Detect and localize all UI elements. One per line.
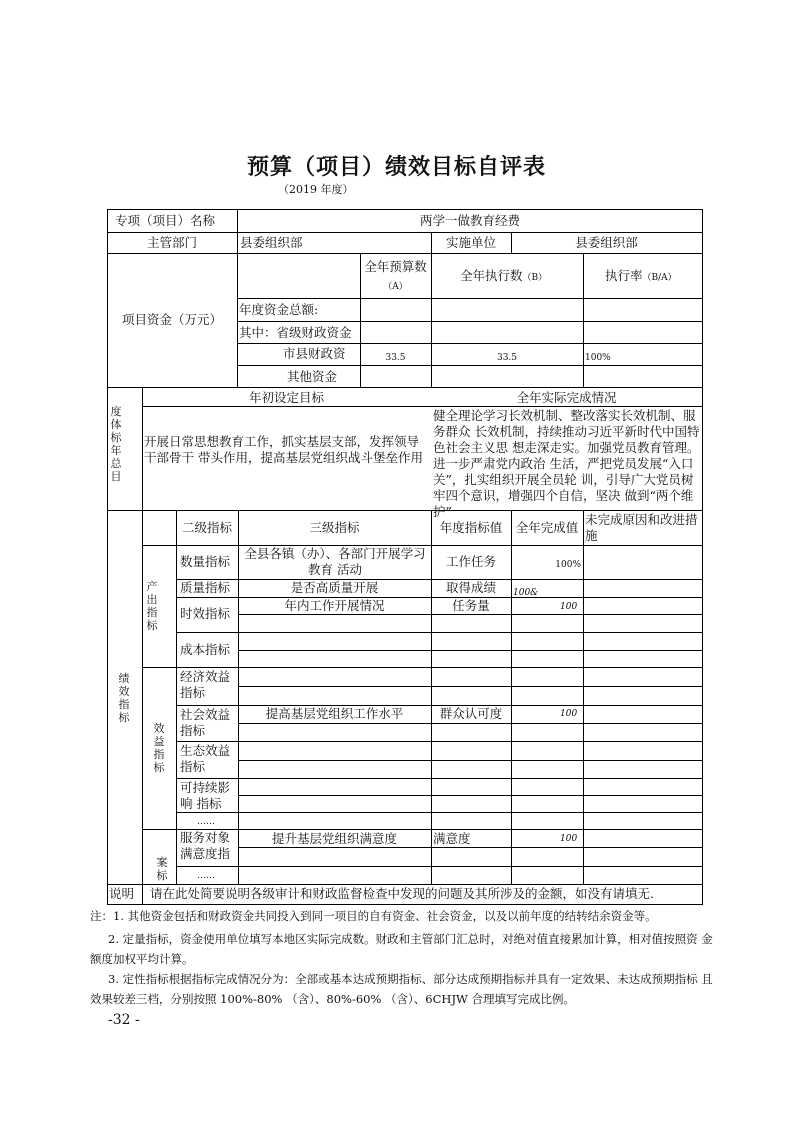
time-label: 时效指标 xyxy=(180,606,231,621)
h-level2: 二级指标 xyxy=(181,520,232,535)
qty-target: 工作任务 xyxy=(445,554,496,569)
remark-label: 说明 xyxy=(109,886,135,901)
row-total: 年度资金总额: xyxy=(239,302,319,317)
col-exec: 全年执行数（B） xyxy=(460,268,548,283)
note-2: 2. 定量指标，资金使用单位填写本地区实际完成数。财政和主管部门汇总时，对绝对值直接累加计算，相对值按照资 金额度加权平均计算。 xyxy=(90,932,713,966)
note-3: 3. 定性指标根据指标完成情况分为：全部或基本达成预期指标、部分达成预期指标并具有一定效果、未达成预期指标 且效果较差三档，分别按照 100%-80% （含）、80%-60% （含）、6CHJW 合理填写完成比例。 xyxy=(90,972,713,1006)
social-target: 群众认可度 xyxy=(439,706,503,721)
sat-label: 案标 xyxy=(156,856,168,882)
quality-l3: 是否高质量开展 xyxy=(290,580,379,595)
benefit-label: 效益指标 xyxy=(153,722,165,774)
goal-side-label: 度体标 年总目 xyxy=(110,405,122,483)
goal-actual-text: 健全理论学习长效机制、整改落实长效机制、服务群众 长效机制，持续推动习近平新时代中国特色社会主义思 想走深走实。加强党员教育管理。进一步严肃党内政治 生活，严把党员发展“入口关”，扎实组织开展全员轮 训，引导广大党员树牢四个意识，增强四个自信，坚决 做到“两个维护” xyxy=(433,408,700,519)
service-target: 满意度 xyxy=(433,831,471,846)
col-budget-sub: （A） xyxy=(383,282,408,292)
city-rate: 100% xyxy=(585,353,611,363)
dots-row: …… xyxy=(197,817,215,827)
quality-done: 100& xyxy=(513,588,539,598)
year-label: （2019 年度） xyxy=(278,183,354,196)
quality-label: 质量指标 xyxy=(180,580,231,595)
goal-initial-header: 年初设定目标 xyxy=(248,390,324,405)
h-reason: 未完成原因和改进措施 xyxy=(585,512,698,543)
cost-label: 成本指标 xyxy=(180,642,231,657)
qty-l3: 全县各镇（办）、各部门开展学习教育 活动 xyxy=(244,546,426,577)
social-l3: 提高基层党组织工作水平 xyxy=(265,706,404,721)
project-label: 专项（项目）名称 xyxy=(115,213,216,228)
city-budget: 33.5 xyxy=(385,353,406,363)
quality-target: 取得成绩 xyxy=(445,580,496,595)
service-label: 服务对象满意度指 xyxy=(180,830,231,861)
qty-label: 数量指标 xyxy=(180,554,231,569)
sustain-label: 可持续影响 指标 xyxy=(180,780,231,811)
project-name: 两学一做教育经费 xyxy=(419,213,520,228)
service-l3: 提升基层党组织满意度 xyxy=(271,831,397,846)
page-number: -32 - xyxy=(108,1012,140,1028)
output-label: 产出指标 xyxy=(146,580,158,632)
eco-label: 生态效益指标 xyxy=(180,743,231,774)
dept-value: 县委组织部 xyxy=(240,235,303,250)
social-label: 社会效益指标 xyxy=(180,707,231,738)
dept-label: 主管部门 xyxy=(146,235,197,250)
time-target: 任务量 xyxy=(452,598,490,613)
row-other: 其他资金 xyxy=(287,369,338,384)
h-done: 全年完成值 xyxy=(515,520,579,535)
econ-label: 经济效益指标 xyxy=(180,669,231,700)
funds-label: 项目资金（万元） xyxy=(121,312,222,327)
time-l3: 年内工作开展情况 xyxy=(284,598,385,613)
time-done: 100 xyxy=(560,602,578,612)
col-budget: 全年预算数 xyxy=(364,259,427,274)
h-level3: 三级指标 xyxy=(309,520,360,535)
impl-label: 实施单位 xyxy=(445,235,496,250)
goal-initial-text: 开展日常思想教育工作，抓实基层支部，发挥领导干部骨干 带头作用，提高基层党组织战斗堡垒作用 xyxy=(144,434,423,465)
page-title: 预算（项目）绩效目标自评表 xyxy=(246,155,546,180)
row-prov: 其中：省级财政资金 xyxy=(239,325,352,340)
row-city: 市县财政资 xyxy=(283,346,346,361)
city-exec: 33.5 xyxy=(496,353,518,363)
h-target: 年度指标值 xyxy=(439,520,503,535)
col-rate: 执行率（B/A） xyxy=(605,268,677,283)
dots-row-2: …… xyxy=(197,871,215,881)
social-done: 100 xyxy=(560,709,578,719)
service-done: 100 xyxy=(560,834,578,844)
indicators-side-label: 绩效指标 xyxy=(118,672,130,724)
qty-done: 100% xyxy=(555,560,581,570)
remark-text: 请在此处简要说明各级审计和财政监督检查中发现的问题及其所涉及的金额，如没有请填无. xyxy=(150,886,654,901)
goal-actual-header: 全年实际完成情况 xyxy=(516,390,617,405)
impl-value: 县委组织部 xyxy=(575,235,638,250)
note-1: 注：1. 其他资金包括和财政资金共同投入到同一项目的自有资金、社会资金，以及以前年度的结转结余资金等。 xyxy=(90,909,657,923)
